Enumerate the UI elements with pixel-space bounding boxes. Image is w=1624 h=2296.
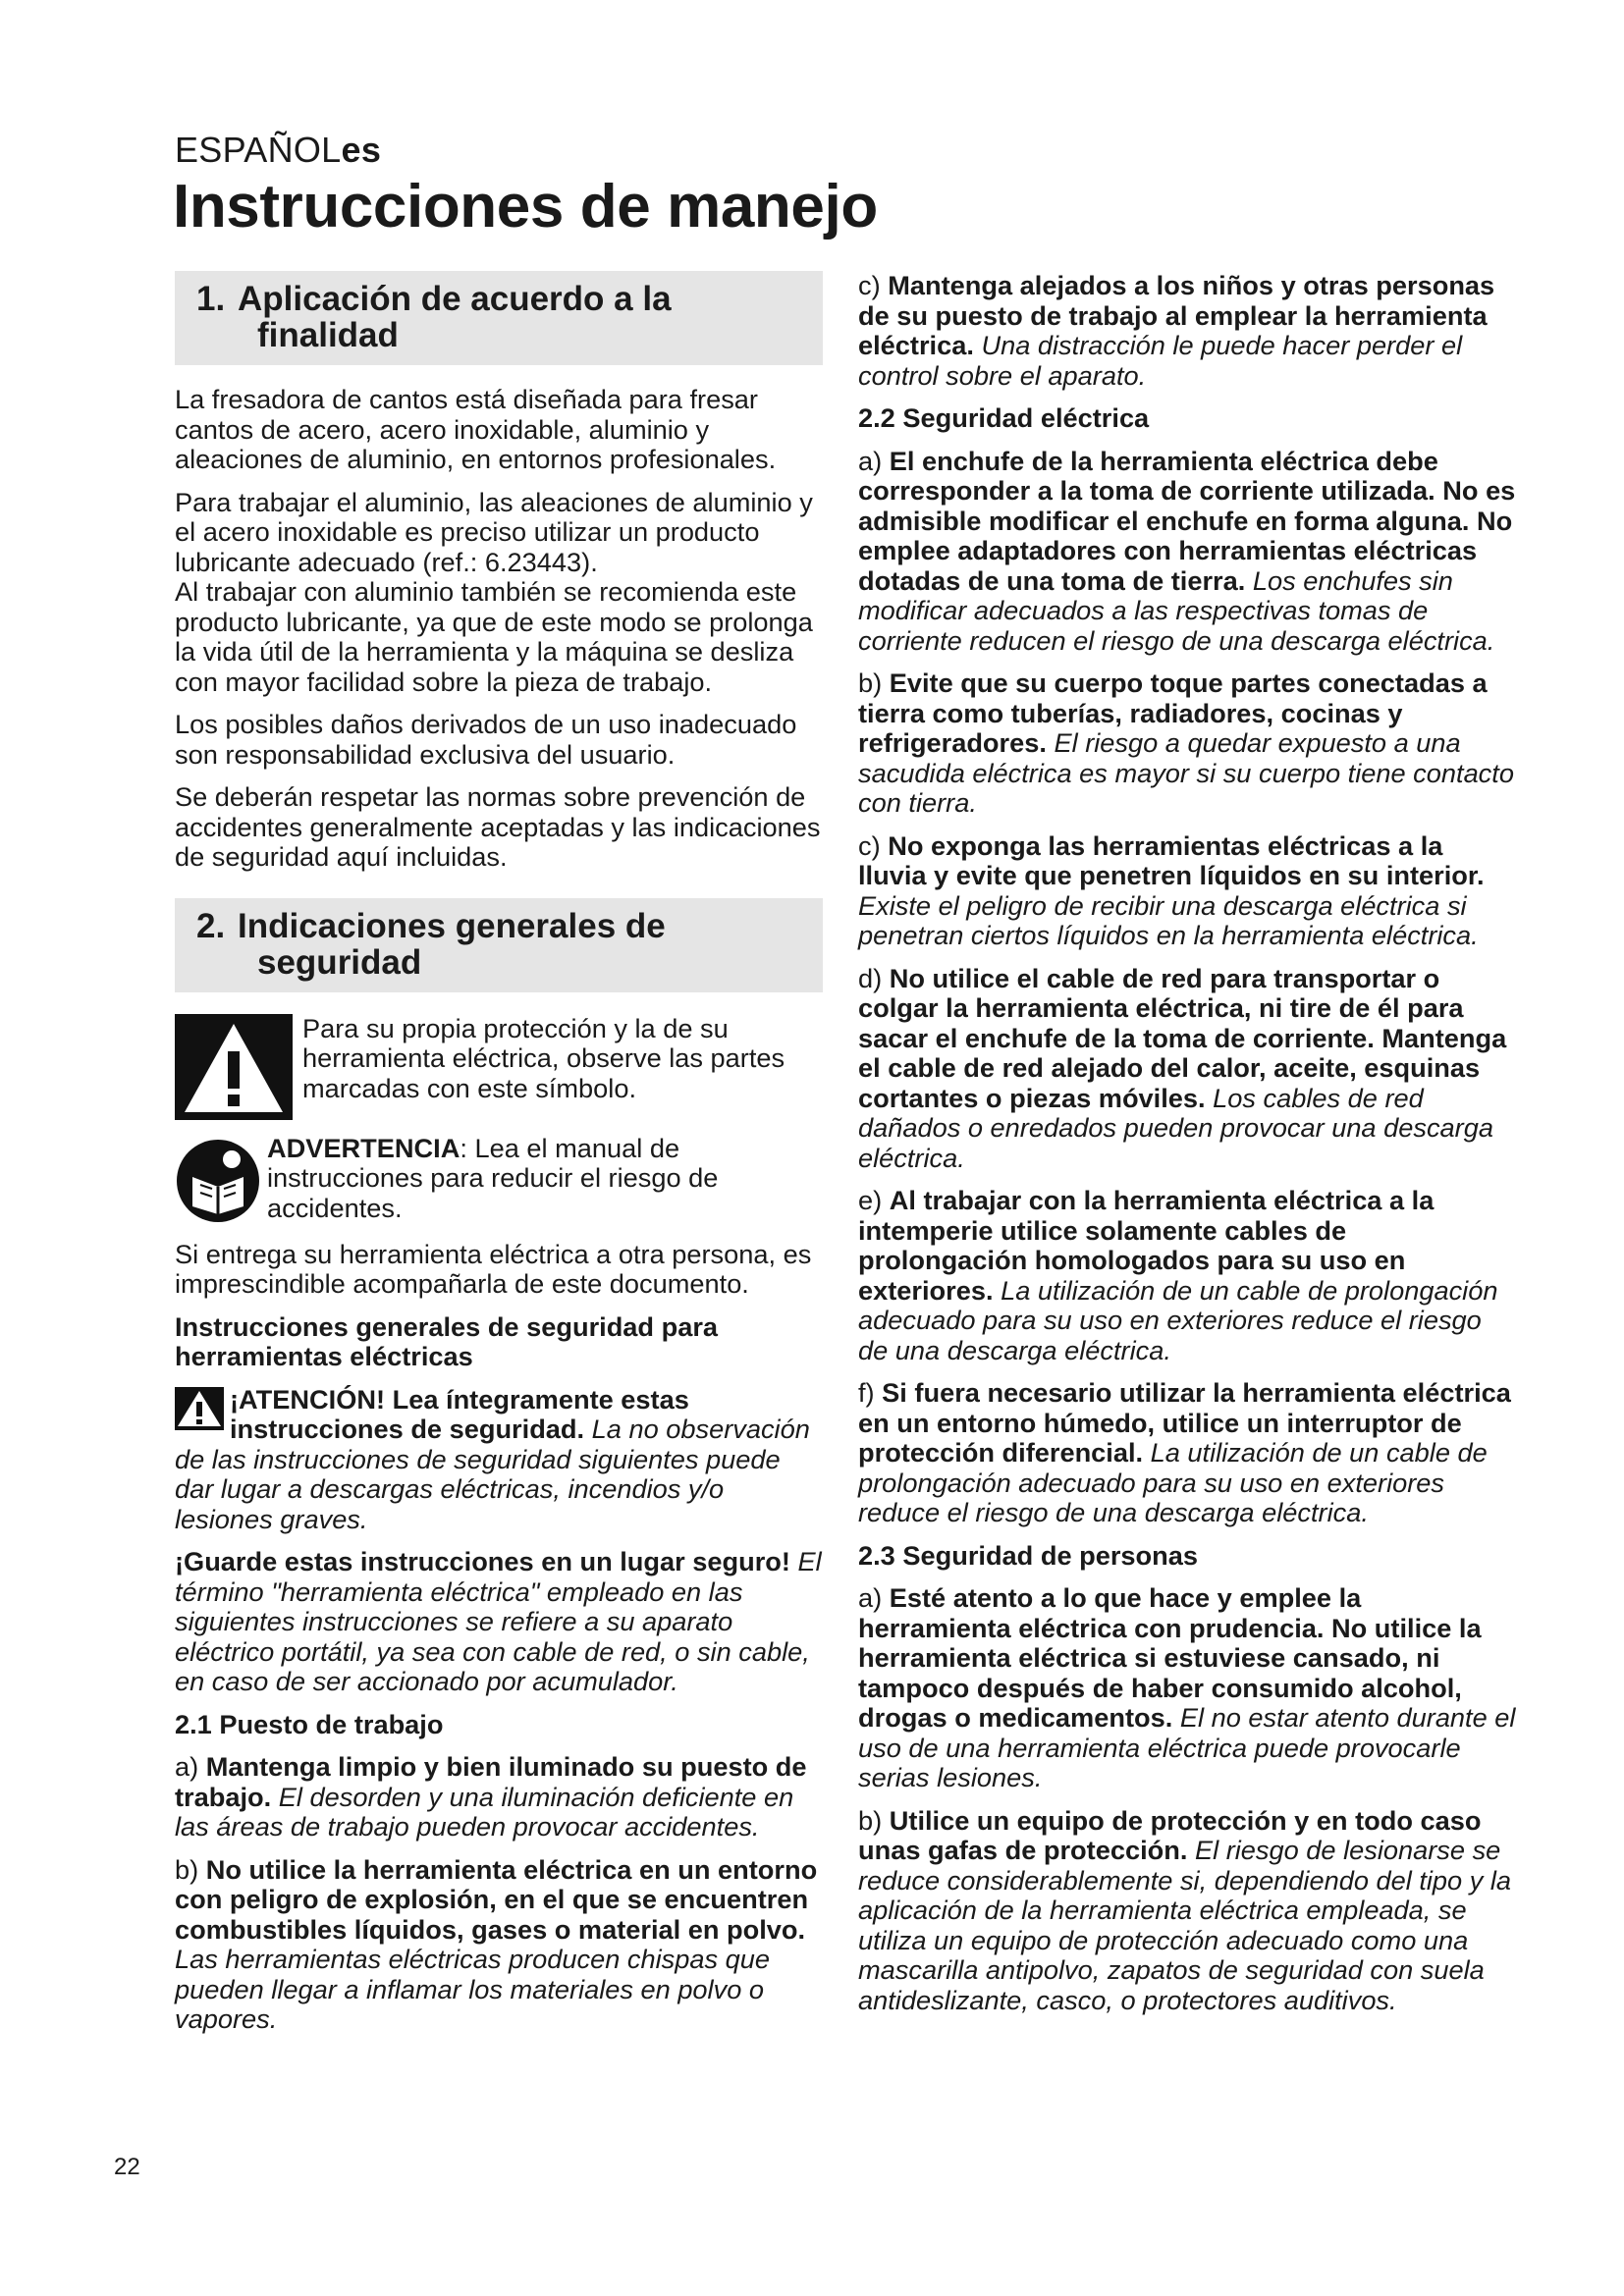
- read-manual-icon: [175, 1138, 261, 1224]
- advertencia-block: [175, 1134, 823, 1224]
- right-column: [858, 271, 1518, 2028]
- paragraph: Los posibles daños derivados de un uso inadecuado son responsabilidad exclusiva del usuario.: [175, 709, 797, 770]
- page-title: Instrucciones de manejo: [173, 173, 878, 240]
- item-2-2-f: f) Si fuera necesario utilizar la herramienta eléctrica en un entorno húmedo, utilice un interruptor de protección diferencial. La utilización de un cable de prolongación adecuado para su uso en exteriores reduce el riesgo de una descarga eléctrica.: [858, 1377, 1511, 1527]
- item-2-3-a: a) Esté atento a lo que hace y emplee la herramienta eléctrica con prudencia. No utilice la herramienta eléctrica si estuviese cansado, ni tampoco después de haber consumido alcohol, drogas o medicamentos. El no estar atento durante el uso de una herramienta eléctrica puede provocarle serias lesiones.: [858, 1582, 1516, 1792]
- paragraph: Se deberán respetar las normas sobre prevención de accidentes generalmente aceptadas y las indicaciones de seguridad aquí incluidas.: [175, 781, 821, 872]
- language-label: ESPAÑOLes: [175, 130, 382, 170]
- item-2-2-e: e) Al trabajar con la herramienta eléctrica a la intemperie utilice solamente cables de prolongación homologados para su uso en exteriores. La utilización de un cable de prolongación adecuado para su uso en exteriores reduce el riesgo de una descarga eléctrica.: [858, 1185, 1498, 1365]
- warning-triangle-icon: [175, 1014, 293, 1120]
- section-2-heading: 2. Indicaciones generales de seguridad: [175, 898, 823, 992]
- page-number: 22: [114, 2154, 140, 2180]
- paragraph: Si entrega su herramienta eléctrica a otra persona, es imprescindible acompañarla de este documento.: [175, 1238, 812, 1299]
- warning-symbol-text: Para su propia protección y la de su herramienta eléctrica, observe las partes marcadas con este símbolo.: [302, 1012, 785, 1103]
- item-2-1-a: a) Mantenga limpio y bien iluminado su puesto de trabajo. El desorden y una iluminación deficiente en las áreas de trabajo pueden provocar accidentes.: [175, 1751, 807, 1842]
- item-2-2-b: b) Evite que su cuerpo toque partes conectadas a tierra como tuberías, radiadores, cocinas y refrigeradores. El riesgo a quedar expuesto a una sacudida eléctrica es mayor si su cuerpo tiene contacto con tierra.: [858, 667, 1514, 818]
- paragraph: Para trabajar el aluminio, las aleaciones de aluminio y el acero inoxidable es preciso utilizar un producto lubricante adecuado (ref.: 6.23443).: [175, 486, 813, 577]
- subsection-2-3-heading: 2.3 Seguridad de personas: [858, 1539, 1199, 1571]
- paragraph: Al trabajar con aluminio también se recomienda este producto lubricante, ya que de este modo se prolonga la vida útil de la herramienta y la máquina se desliza con mayor facilidad sobre la pieza de trabajo.: [175, 576, 813, 697]
- item-2-2-d: d) No utilice el cable de red para transportar o colgar la herramienta eléctrica, ni tire de él para sacar el enchufe de la toma de corriente. Mantenga el cable de red alejado del calor, aceite, esquinas cortantes o piezas móviles. Los cables de red dañados o enredados pueden provocar una descarga eléctrica.: [858, 962, 1507, 1173]
- subsection-2-1-heading: 2.1 Puesto de trabajo: [175, 1708, 444, 1739]
- guarde-paragraph: ¡Guarde estas instrucciones en un lugar seguro! El término "herramienta eléctrica" empleado en las siguientes instrucciones se refiere a su aparato eléctrico portátil, ya sea con cable de red, o sin cable, en caso de ser accionado por acumulador.: [175, 1546, 822, 1696]
- paragraph: La fresadora de cantos está diseñada para fresar cantos de acero, acero inoxidable, aluminio y aleaciones de aluminio, en entornos profesionales.: [175, 384, 777, 474]
- atencion-paragraph: ¡ATENCIÓN! Lea íntegramente estas instrucciones de seguridad. La no observación de las instrucciones de seguridad siguientes puede dar lugar a descargas eléctricas, incendios y/o lesiones graves.: [175, 1383, 810, 1534]
- item-2-2-c: c) No exponga las herramientas eléctricas a la lluvia y evite que penetren líquidos en su interior. Existe el peligro de recibir una descarga eléctrica si penetran ciertos líquidos en la herramienta eléctrica.: [858, 829, 1485, 950]
- item-2-2-a: a) El enchufe de la herramienta eléctrica debe corresponder a la toma de corriente utilizada. No es admisible modificar el enchufe en forma alguna. No emplee adaptadores con herramientas eléctricas dotadas de una toma de tierra. Los enchufes sin modificar adecuados a las respectivas tomas de corriente reducen el riesgo de una descarga eléctrica.: [858, 445, 1516, 656]
- subsection-2-2-heading: 2.2 Seguridad eléctrica: [858, 402, 1150, 433]
- item-2-1-b: b) No utilice la herramienta eléctrica en un entorno con peligro de explosión, en el que se encuentren combustibles líquidos, gases o material en polvo. Las herramientas eléctricas producen chispas que pueden llegar a inflamar los materiales en polvo o vapores.: [175, 1853, 818, 2034]
- small-warning-icon: [175, 1387, 224, 1430]
- section-1-heading: 1. Aplicación de acuerdo a la finalidad: [175, 271, 823, 365]
- warning-symbol-block: [175, 1014, 823, 1120]
- general-safety-heading: Instrucciones generales de seguridad para herramientas eléctricas: [175, 1310, 719, 1371]
- item-2-1-c: c) Mantenga alejados a los niños y otras personas de su puesto de trabajo al emplear la herramienta eléctrica. Una distracción le puede hacer perder el control sobre el aparato.: [858, 270, 1495, 391]
- item-2-3-b: b) Utilice un equipo de protección y en todo caso unas gafas de protección. El riesgo de lesionarse se reduce considerablemente si, dependiendo del tipo y la aplicación de la herramienta eléctrica empleada, se utiliza un equipo de protección adecuado como una mascarilla antipolvo, zapatos de seguridad con suela antideslizante, casco, o protectores auditivos.: [858, 1804, 1512, 2015]
- advertencia-text: ADVERTENCIA: Lea el manual de instrucciones para reducir el riesgo de accidentes.: [267, 1132, 719, 1223]
- left-column: [175, 271, 823, 2048]
